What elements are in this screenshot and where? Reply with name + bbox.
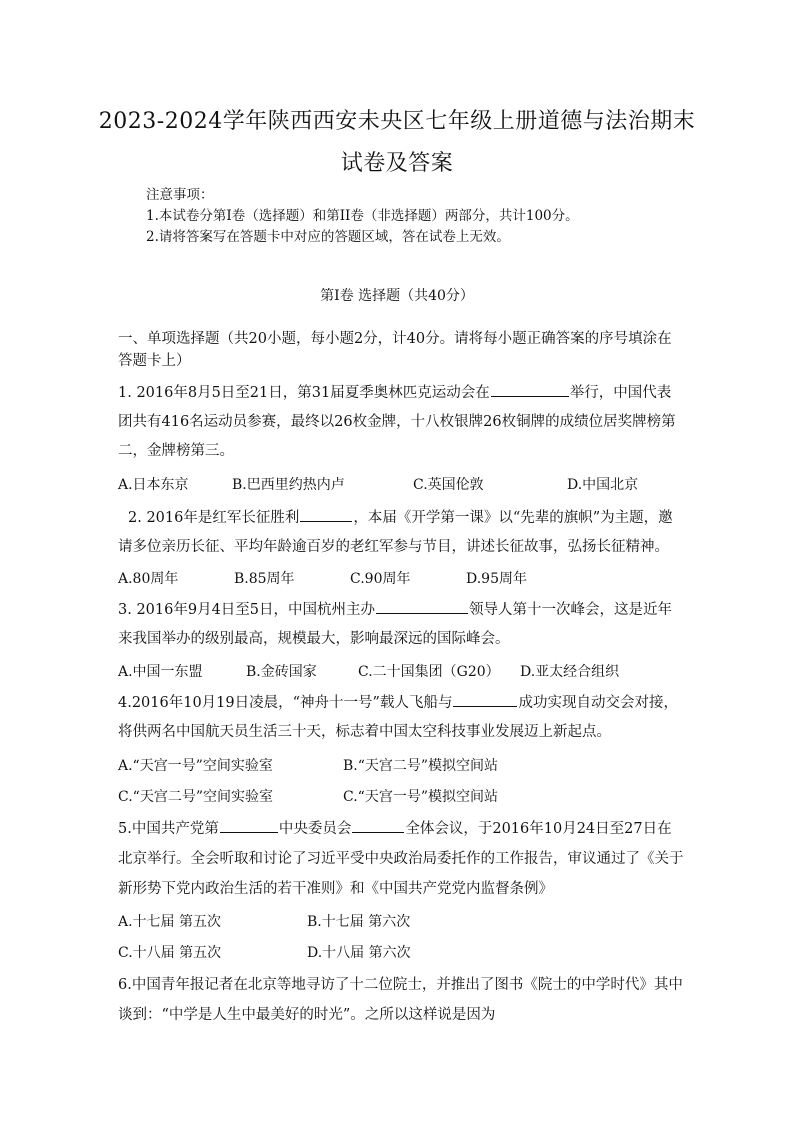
notice-heading: 注意事项：: [146, 187, 214, 203]
question-2-text-a: 2. 2016年是红军长征胜利: [128, 510, 300, 526]
notice-item-2: 2.请将答案写在答题卡中对应的答题区域，答在试卷上无效。: [146, 229, 510, 245]
question-5-option-a: A.十七届 第五次: [118, 914, 222, 930]
question-4-option-a: A.“天宫一号”空间实验室: [118, 758, 273, 774]
question-1-text-b: 举行，中国代表: [569, 385, 672, 401]
instructions-line-2: 答题卡上）: [118, 353, 191, 369]
question-3-text-b: 领导人第十一次峰会，这是近年: [469, 602, 673, 618]
question-5-line-3: 新形势下党内政治生活的若干准则》和《中国共产党党内监督条例》: [118, 881, 553, 897]
question-1-option-c: C.英国伦敦: [413, 477, 484, 493]
question-3-option-a: A.中国一东盟: [118, 664, 203, 680]
question-2-option-b: B.85周年: [234, 571, 295, 587]
document-title-line2: 试卷及答案: [340, 151, 454, 176]
question-1-line-3: 二，金牌榜第三。: [118, 443, 234, 459]
question-4-option-b: B.“天宫二号”模拟空间站: [343, 758, 499, 774]
question-4-line-2: 将供两名中国航天员生活三十天，标志着中国太空科技事业发展迈上新起点。: [118, 724, 611, 740]
question-5-option-c: C.十八届 第五次: [118, 945, 222, 961]
question-1-text-a: 1. 2016年8月5日至21日，第31届夏季奥林匹克运动会在: [118, 385, 490, 401]
question-3-option-b: B.金砖国家: [246, 664, 317, 680]
document-title-line1: 2023-2024学年陕西西安未央区七年级上册道德与法治期末: [98, 109, 696, 134]
question-2-option-c: C.90周年: [350, 571, 411, 587]
answer-blank: [453, 692, 517, 707]
question-5-option-d: D.十八届 第六次: [307, 945, 411, 961]
section-title: 第I卷 选择题（共40分）: [320, 288, 474, 304]
instructions-line-1: 一、单项选择题（共20小题，每小题2分，计40分。请将每小题正确答案的序号填涂在: [118, 331, 672, 347]
question-2-option-d: D.95周年: [466, 571, 527, 587]
question-5-text-c: 全体会议，于2016年10月24日至27日在: [405, 821, 672, 837]
question-4-line-1: [118, 691, 678, 712]
question-2-line-2: 请多位亲历长征、平均年龄逾百岁的老红军参与节目，讲述长征故事，弘扬长征精神。: [118, 539, 669, 555]
answer-blank: [220, 818, 278, 833]
question-1-option-a: A.日本东京: [118, 477, 189, 493]
question-4-text-a: 4.2016年10月19日凌晨，“神舟十一号”载人飞船与: [118, 695, 453, 711]
answer-blank: [491, 382, 569, 397]
question-5-line-2: 北京举行。全会听取和讨论了习近平受中央政治局委托作的工作报告，审议通过了《关于: [118, 851, 684, 867]
question-4-text-b: 成功实现自动交会对接，: [518, 695, 678, 711]
answer-blank: [376, 599, 468, 614]
question-1-line-2: 团共有416名运动员参赛，最终以26枚金牌，十八枚银牌26枚铜牌的成绩位居奖牌榜第: [118, 414, 676, 430]
question-6-line-1: 6.中国青年报记者在北京等地寻访了十二位院士，并推出了图书《院士的中学时代》其中: [118, 977, 683, 993]
question-3-option-c: C.二十国集团（G20）: [358, 664, 500, 680]
question-4-option-c: C.“天宫二号”空间实验室: [118, 789, 273, 805]
question-2-text-b: ，本届《开学第一课》以“先辈的旗帜”为主题，邀: [353, 510, 673, 526]
question-5-line-1: [118, 817, 672, 838]
question-1-line-1: [118, 381, 671, 402]
question-5-text-b: 中央委员会: [278, 821, 352, 837]
question-5-text-a: 5.中国共产党第: [118, 821, 219, 837]
question-3-option-d: D.亚太经合组织: [520, 664, 620, 680]
notice-item-1: 1.本试卷分第I卷（选择题）和第II卷（非选择题）两部分，共计100分。: [146, 208, 579, 224]
question-4-option-d: C.“天宫一号”模拟空间站: [343, 789, 498, 805]
answer-blank: [300, 507, 352, 522]
question-1-option-b: B.巴西里约热内卢: [232, 477, 345, 493]
answer-blank: [352, 818, 404, 833]
question-1-option-d: D.中国北京: [567, 477, 639, 493]
question-5-option-b: B.十七届 第六次: [307, 914, 411, 930]
question-3-line-1: [118, 598, 672, 619]
question-2-option-a: A.80周年: [118, 571, 179, 587]
question-6-line-2: 谈到：“中学是人生中最美好的时光”。之所以这样说是因为: [118, 1007, 496, 1023]
question-3-text-a: 3. 2016年9月4日至5日，中国杭州主办: [118, 602, 376, 618]
question-2-line-1: [128, 506, 673, 527]
question-3-line-2: 来我国举办的级别最高，规模最大，影响最深远的国际峰会。: [118, 631, 510, 647]
